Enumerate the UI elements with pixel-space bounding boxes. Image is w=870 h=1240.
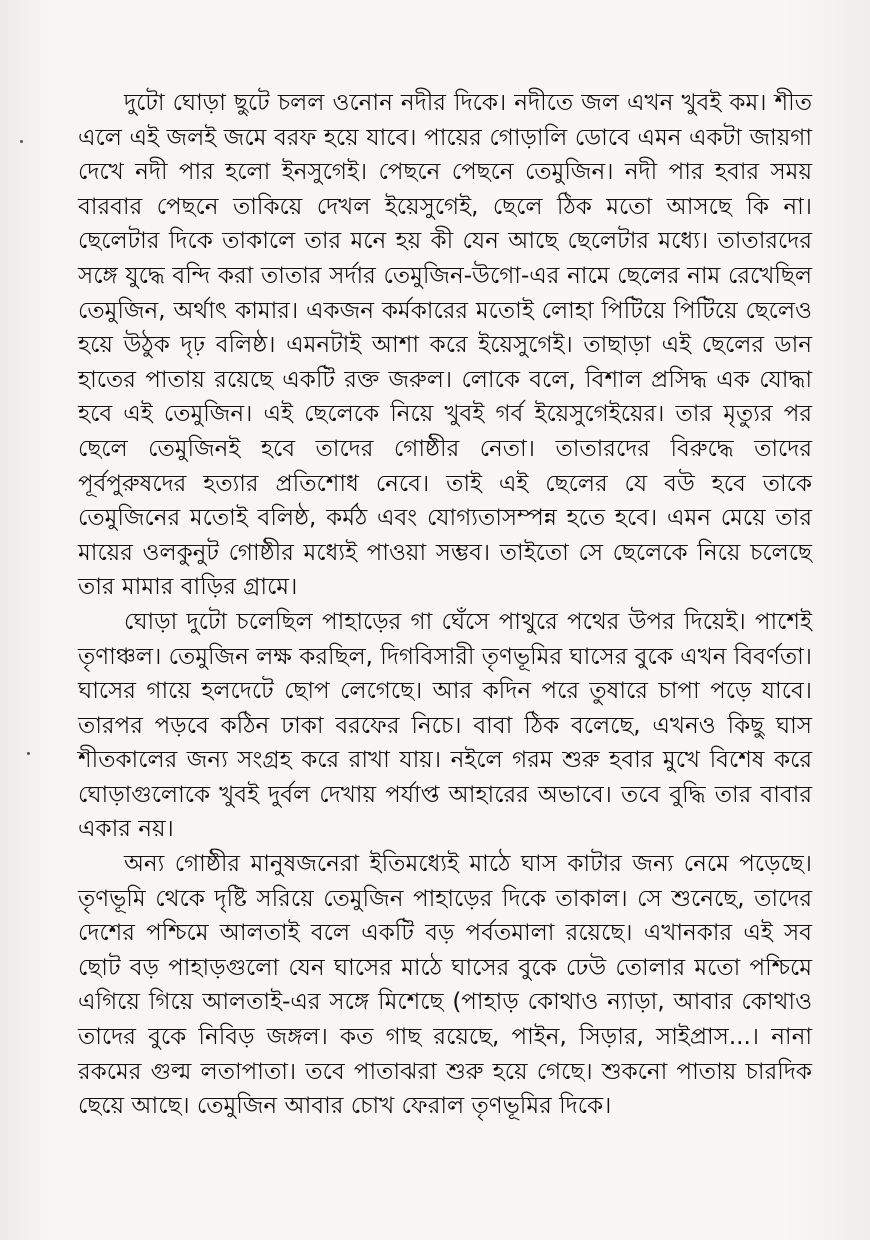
- paragraph-2: ঘোড়া দুটো চলেছিল পাহাড়ের গা ঘেঁসে পাথুরে পথের উপর দিয়েই। পাশেই তৃণাঞ্চল। তেমুজিন লক্ষ করছিল, দিগবিসারী তৃণভূমির ঘাসের বুকে এখন বিবর্ণতা। ঘাসের গায়ে হলদেটে ছোপ লেগেছে। আর কদিন পরে তুষারে চাপা পড়ে যাবে। তারপর পড়বে কঠিন ঢাকা বরফের নিচে। বাবা ঠিক বলেছে, এখনও কিছু ঘাস শীতকালের জন্য সংগ্রহ করে রাখা যায়। নইলে গরম শুরু হবার মুখে বিশেষ করে ঘোড়াগুলোকে খুবই দুর্বল দেখায় পর্যাপ্ত আহারের অভাবে। তবে বুদ্ধি তার বাবার একার নয়।: [78, 608, 813, 843]
- scan-speck: [27, 752, 30, 755]
- scan-speck: [20, 140, 23, 143]
- paragraph-1: দুটো ঘোড়া ছুটে চলল ওনোন নদীর দিকে। নদীতে জল এখন খুবই কম। শীত এলে এই জলই জমে বরফ হয়ে যাবে। পায়ের গোড়ালি ডোবে এমন একটা জায়গা দেখে নদী পার হলো ইনসুগেই। পেছনে পেছনে তেমুজিন। নদী পার হবার সময় বারবার পেছনে তাকিয়ে দেখল ইয়েসুগেই, ছেলে ঠিক মতো আসছে কি না। ছেলেটার দিকে তাকালে তার মনে হয় কী যেন আছে ছেলেটার মধ্যে। তাতারদের সঙ্গে যুদ্ধে বন্দি করা তাতার সর্দার তেমুজিন-উগো-এর নামে ছেলের নাম রেখেছিল তেমুজিন, অর্থাৎ কামার। একজন কর্মকারের মতোই লোহা পিটিয়ে পিটিয়ে ছেলেও হয়ে উঠুক দৃঢ় বলিষ্ঠ। এমনটাই আশা করে ইয়েসুগেই। তাছাড়া এই ছেলের ডান হাতের পাতায় রয়েছে একটি রক্ত জরুল। লোকে বলে, বিশাল প্রসিদ্ধ এক যোদ্ধা হবে এই তেমুজিন। এই ছেলেকে নিয়ে খুবই গর্ব ইয়েসুগেইয়ের। তার মৃত্যুর পর ছেলে তেমুজিনই হবে তাদের গোষ্ঠীর নেতা। তাতারদের বিরুদ্ধে তাদের পূর্বপুরুষদের হত্যার প্রতিশোধ নেবে। তাই এই ছেলের যে বউ হবে তাকে তেমুজিনের মতোই বলিষ্ঠ, কর্মঠ এবং যোগ্যতাসম্পন্ন হতে হবে। এমন মেয়ে তার মায়ের ওলকুনুট গোষ্ঠীর মধ্যেই পাওয়া সম্ভব। তাইতো সে ছেলেকে নিয়ে চলেছে তার মামার বাড়ির গ্রামে।: [78, 90, 812, 601]
- body-text: [78, 86, 812, 1124]
- paragraph-3: অন্য গোষ্ঠীর মানুষজনেরা ইতিমধ্যেই মাঠে ঘাস কাটার জন্য নেমে পড়েছে। তৃণভূমি থেকে দৃষ্টি সরিয়ে তেমুজিন পাহাড়ের দিকে তাকাল। সে শুনেছে, তাদের দেশের পশ্চিমে আলতাই বলে একটি বড় পর্বতমালা রয়েছে। এখানকার এই সব ছোট বড় পাহাড়গুলো যেন ঘাসের মাঠে ঘাসের বুকে ঢেউ তোলার মতো পশ্চিমে এগিয়ে গিয়ে আলতাই-এর সঙ্গে মিশেছে (পাহাড় কোথাও ন্যাড়া, আবার কোথাও তাদের বুকে নিবিড় জঙ্গল। কত গাছ রয়েছে, পাইন, সিড়ার, সাইপ্রাস...। নানা রকমের গুল্ম লতাপাতা। তবে পাতাঝরা শুরু হয়ে গেছে। শুকনো পাতায় চারদিক ছেয়ে আছে। তেমুজিন আবার চোখ ফেরাল তৃণভূমির দিকে।: [78, 851, 812, 1120]
